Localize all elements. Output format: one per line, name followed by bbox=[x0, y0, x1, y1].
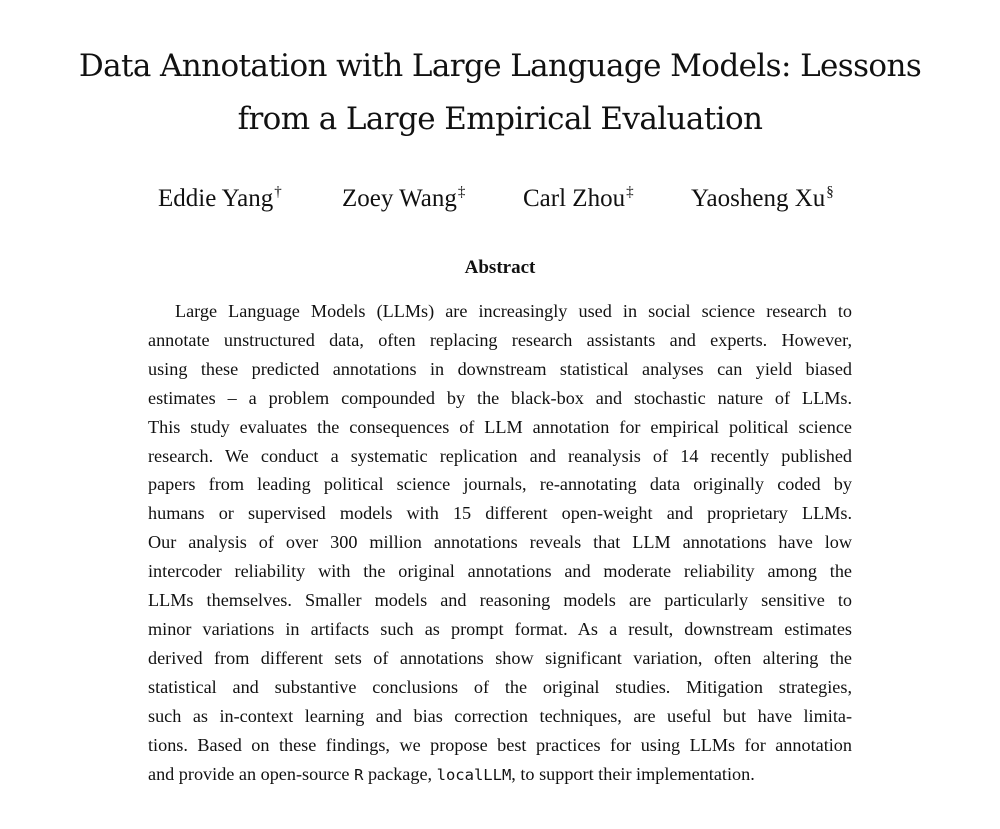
abstract-text-segment: , to support their implementation. bbox=[511, 763, 755, 784]
author-list bbox=[0, 184, 1000, 218]
abstract-line: using these predicted annotations in downstream statistical analyses can yield biased bbox=[148, 358, 852, 379]
abstract-line: intercoder reliability with the original annotations and moderate reliability among the bbox=[148, 561, 852, 582]
author-zoey-wang bbox=[342, 184, 465, 213]
affiliation-mark: † bbox=[274, 184, 282, 200]
author-yaosheng-xu bbox=[691, 184, 834, 213]
abstract-line: estimates – a problem compounded by the black-box and stochastic nature of LLMs. bbox=[148, 387, 852, 408]
abstract-line: papers from leading political science journals, re-annotating data originally coded by bbox=[148, 474, 852, 495]
author-name: Eddie Yang bbox=[158, 185, 274, 212]
author-name: Yaosheng Xu bbox=[691, 185, 826, 212]
abstract-line: tions. Based on these findings, we propose best practices for using LLMs for annotation bbox=[148, 734, 852, 755]
paper-title bbox=[0, 40, 1000, 146]
affiliation-mark: ‡ bbox=[457, 184, 466, 200]
title-line-2: from a Large Empirical Evaluation bbox=[237, 101, 763, 137]
abstract-line: Our analysis of over 300 million annotations reveals that LLM annotations have low bbox=[148, 532, 852, 553]
abstract-line: This study evaluates the consequences of LLM annotation for empirical political science bbox=[148, 416, 852, 437]
abstract-line: such as in-context learning and bias correction techniques, are useful but have limita- bbox=[148, 705, 852, 726]
abstract-line: research. We conduct a systematic replication and reanalysis of 14 recently published bbox=[148, 445, 852, 466]
author-carl-zhou bbox=[523, 184, 634, 213]
abstract-line: LLMs themselves. Smaller models and reasoning models are particularly sensitive to bbox=[148, 590, 852, 611]
abstract-text-segment: and provide an open-source bbox=[148, 763, 355, 784]
abstract-line: annotate unstructured data, often replacing research assistants and experts. However, bbox=[148, 329, 852, 350]
affiliation-mark: § bbox=[826, 184, 834, 200]
author-name: Zoey Wang bbox=[342, 185, 457, 212]
abstract-text bbox=[148, 297, 852, 789]
abstract-line: statistical and substantive conclusions of the original studies. Mitigation strategies, bbox=[148, 676, 852, 697]
abstract-line: humans or supervised models with 15 different open-weight and proprietary LLMs. bbox=[148, 503, 852, 524]
author-eddie-yang bbox=[158, 184, 282, 213]
abstract-line: minor variations in artifacts such as prompt format. As a result, downstream estimates bbox=[148, 618, 852, 639]
title-line-1: Data Annotation with Large Language Models: Lessons bbox=[78, 48, 922, 84]
package-name-code: localLLM bbox=[436, 765, 512, 784]
abstract-line: derived from different sets of annotations show significant variation, often altering the bbox=[148, 647, 852, 668]
r-language-code: R bbox=[354, 765, 364, 784]
affiliation-mark: ‡ bbox=[626, 184, 634, 200]
abstract-last-line bbox=[148, 760, 852, 790]
abstract-line: Large Language Models (LLMs) are increasingly used in social science research to bbox=[175, 301, 852, 321]
abstract-heading: Abstract bbox=[464, 257, 536, 278]
abstract-text-segment: package, bbox=[363, 763, 437, 784]
author-name: Carl Zhou bbox=[523, 185, 626, 212]
